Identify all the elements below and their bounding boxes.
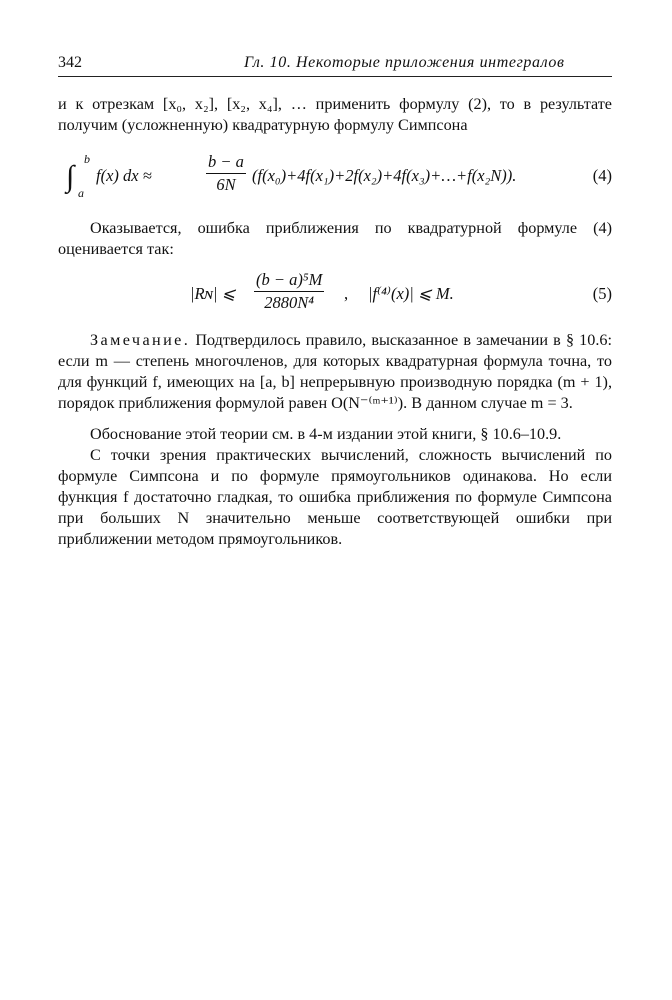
remark-text: Подтвердилось правило, высказанное в замечании в § 10.6: если m — степень многочленов, для которых квадратурная формула точна, то для функций f, имеющих на [a, b] непрерывную производную порядка (m + 1), порядок приближения формулой равен O(N⁻⁽ᵐ⁺¹⁾). В данном случае m = 3. (58, 331, 612, 412)
fraction-numerator: b − a (206, 152, 246, 174)
simpson-sum: (f(x₀)+4f(x₁)+2f(x₂)+4f(x₃)+…+f(x₂N)). (252, 166, 517, 185)
remark-paragraph (58, 330, 612, 414)
formula-4-fraction (206, 152, 246, 195)
formula-5 (58, 270, 612, 318)
integral-upper-limit: b (84, 152, 90, 166)
formula-5-fraction (254, 270, 324, 313)
error-lhs: |Rɴ| ⩽ (190, 284, 236, 303)
equation-number-5: (5) (592, 284, 612, 303)
formula-4 (58, 150, 612, 200)
equation-number-4: (4) (592, 166, 612, 185)
paragraph-comparison: С точки зрения практических вычислений, сложность вычислений по формуле Симпсона и по формуле прямоугольников одинакова. Но если функция f достаточно гладкая, то ошибка приближения по формуле Симпсона при больших N значительно меньше соответствующей ошибки при приближении методом прямоугольников. (58, 446, 612, 548)
error-condition: |f⁽⁴⁾(x)| ⩽ M. (368, 284, 454, 303)
paragraph-intro: и к отрезкам [x₀, x₂], [x₂, x₄], … применить формулу (2), то в результате получим (усложненную) квадратурную формулу Симпсона (58, 95, 612, 134)
paragraph-reference: Обоснование этой теории см. в 4-м издании этой книги, § 10.6–10.9. (90, 425, 562, 443)
paragraph-error: Оказывается, ошибка приближения по квадратурной формуле (4) оценивается так: (58, 219, 612, 258)
integrand: f(x) dx ≈ (96, 166, 152, 185)
fraction-denominator: 2880N⁴ (264, 293, 315, 312)
integral-lower-limit: a (78, 186, 84, 200)
formula-separator: , (344, 284, 349, 303)
integral-sign: ∫ (66, 160, 75, 193)
fraction-denominator: 6N (216, 175, 236, 194)
remark-label: Замечание. (90, 331, 191, 349)
page-number: 342 (58, 54, 82, 71)
page-header (58, 54, 612, 77)
running-title: Гл. 10. Некоторые приложения интегралов (244, 54, 565, 71)
fraction-numerator: (b − a)⁵M (254, 270, 324, 292)
